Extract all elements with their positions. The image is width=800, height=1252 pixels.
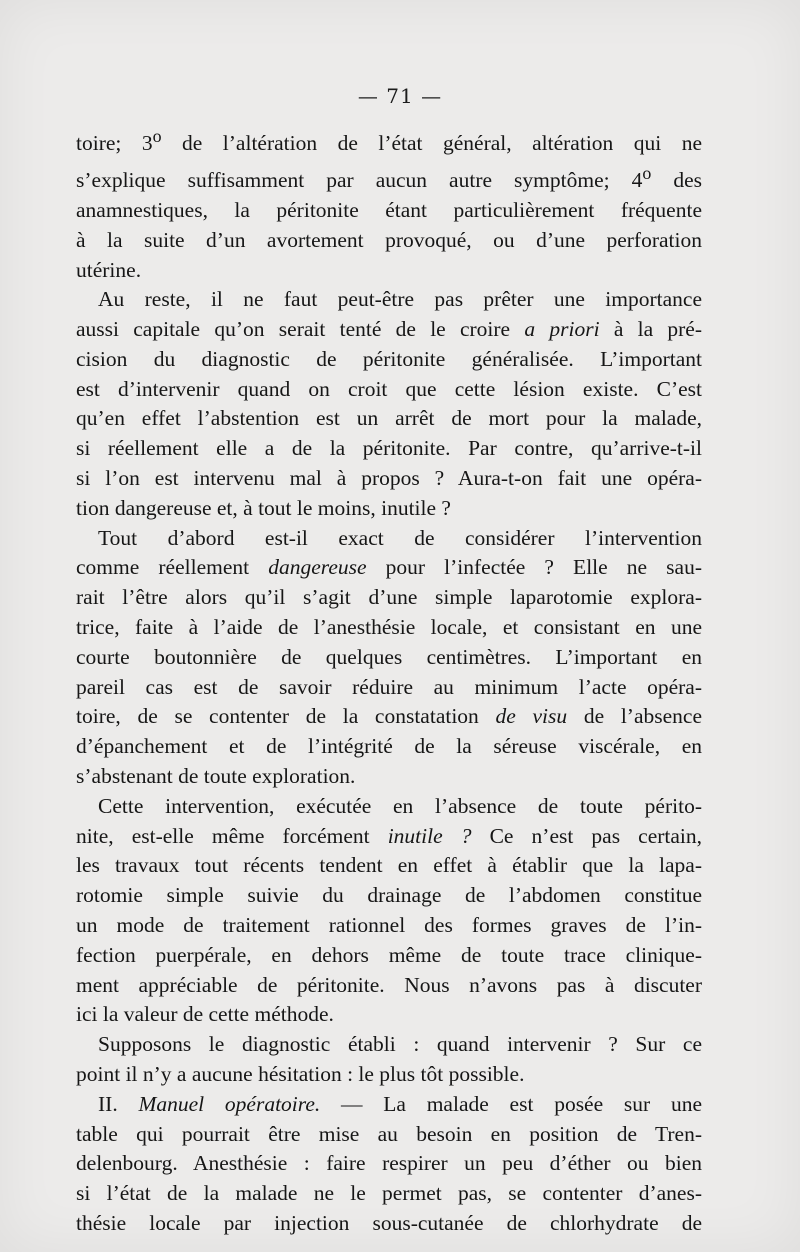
text-line: s’abstenant de toute exploration.: [76, 764, 356, 789]
text-line: toire, de se contenter de la constatation de visu de l’absence: [76, 704, 702, 729]
paragraph-6: [76, 1090, 702, 1239]
text-line: rait l’être alors qu’il s’agit d’une simple laparotomie explora-: [76, 585, 702, 610]
paragraph-2: [76, 285, 702, 523]
text-line: si l’on est intervenu mal à propos ? Aura-t-on fait une opéra-: [76, 466, 702, 491]
text-line: tion dangereuse et, à tout le moins, inutile ?: [76, 495, 451, 520]
text-line: rotomie simple suivie du drainage de l’abdomen constitue: [76, 883, 702, 908]
text-line: toire; 3$^o$ de l’altération de l’état général, altération qui ne: [76, 126, 703, 156]
text-line: Cette intervention, exécutée en l’absence de toute périto-: [98, 793, 702, 818]
body-text: [76, 122, 702, 1239]
text-line: Supposons le diagnostic établi : quand intervenir ? Sur ce: [98, 1032, 702, 1057]
text-line: pareil cas est de savoir réduire au minimum l’acte opéra-: [76, 674, 702, 699]
text-line: un mode de traitement rationnel des formes graves de l’in-: [76, 913, 702, 938]
text-line: nite, est-elle même forcément inutile ? Ce n’est pas certain,: [76, 823, 703, 848]
text-line: point il n’y a aucune hésitation : le plus tôt possible.: [76, 1062, 525, 1087]
text-line: comme réellement dangereuse pour l’infectée ? Elle ne sau-: [76, 555, 702, 580]
page-number: — 71 —: [357, 84, 443, 108]
text-line: ici la valeur de cette méthode.: [76, 1002, 334, 1027]
text-line: table qui pourrait être mise au besoin en position de Tren-: [76, 1121, 702, 1146]
text-line: qu’en effet l’abstention est un arrêt de mort pour la malade,: [76, 406, 702, 431]
section-heading-line: II. Manuel opératoire. — La malade est posée sur une: [98, 1091, 702, 1116]
text-line: cision du diagnostic de péritonite généralisée. L’important: [76, 346, 702, 371]
text-line: trice, faite à l’aide de l’anesthésie locale, et consistant en une: [76, 615, 702, 640]
text-line: courte boutonnière de quelques centimètres. L’important en: [76, 644, 702, 669]
text-line: d’épanchement et de l’intégrité de la séreuse viscérale, en: [76, 734, 702, 759]
text-line: thésie locale par injection sous-cutanée de chlorhydrate de: [76, 1211, 702, 1235]
paragraph-4: [76, 792, 702, 1030]
text-line: fection puerpérale, en dehors même de toute trace clinique-: [76, 942, 702, 967]
text-line: utérine.: [76, 257, 142, 282]
text-line: Au reste, il ne faut peut-être pas prêter une importance: [98, 287, 702, 312]
text-line: Tout d’abord est-il exact de considérer l’intervention: [98, 525, 702, 550]
text-line: anamnestiques, la péritonite étant particulièrement fréquente: [76, 197, 702, 222]
text-line: est d’intervenir quand on croit que cette lésion existe. C’est: [76, 376, 702, 401]
text-line: si réellement elle a de la péritonite. Par contre, qu’arrive-t-il: [76, 436, 702, 461]
text-line: ment appréciable de péritonite. Nous n’avons pas à discuter: [76, 972, 702, 997]
text-line: à la suite d’un avortement provoqué, ou d’une perforation: [76, 227, 702, 252]
text-line: les travaux tout récents tendent en effet à établir que la lapa-: [76, 853, 702, 878]
text-line: si l’état de la malade ne le permet pas, se contenter d’anes-: [76, 1181, 702, 1206]
paragraph-1: [76, 122, 702, 285]
text-line: delenbourg. Anesthésie : faire respirer un peu d’éther ou bien: [76, 1151, 702, 1176]
text-line: s’explique suffisamment par aucun autre symptôme; 4$^o$ des: [76, 162, 702, 193]
paragraph-3: [76, 524, 702, 792]
paragraph-5: [76, 1030, 702, 1090]
text-line: aussi capitale qu’on serait tenté de le croire a priori à la pré-: [76, 317, 703, 342]
